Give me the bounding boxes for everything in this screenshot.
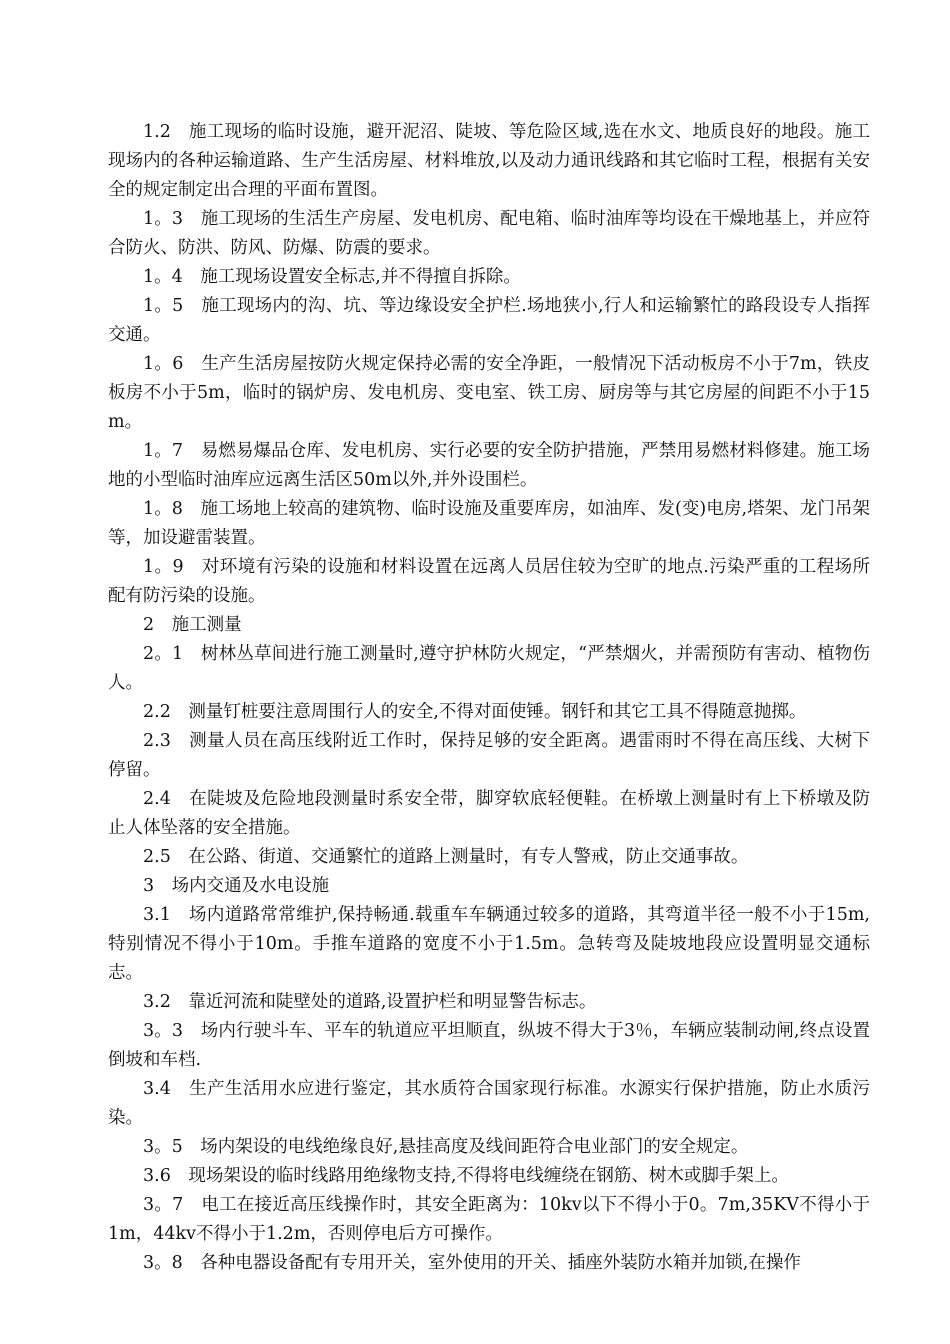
paragraph-3-8: 3。8 各种电器设备配有专用开关，室外使用的开关、插座外装防水箱并加锁,在操作 [143, 1253, 801, 1273]
paragraph-2-1: 2。1 树林丛草间进行施工测量时,遵守护林防火规定，“严禁烟火，并需预防有害动、植物伤人。 [108, 644, 870, 693]
paragraph-3-7: 3。7 电工在接近高压线操作时，其安全距离为：10kv以下不得小于0。7m,35KV不得小于1m，44kv不得小于1.2m，否则停电后方可操作。 [108, 1195, 870, 1244]
document-body [108, 118, 870, 1278]
paragraph-3-6: 3.6 现场架设的临时线路用绝缘物支持,不得将电线缠绕在钢筋、树木或脚手架上。 [143, 1166, 789, 1186]
paragraph-2-2: 2.2 测量钉桩要注意周围行人的安全,不得对面使锤。钢钎和其它工具不得随意抛掷。 [143, 702, 807, 722]
paragraph-1-2: 1.2 施工现场的临时设施，避开泥沼、陡坡、等危险区域,选在水文、地质良好的地段。施工现场内的各种运输道路、生产生活房屋、材料堆放,以及动力通讯线路和其它临时工程，根据有关安全的规定制定出合理的平面布置图。 [108, 122, 870, 200]
paragraph-2-4: 2.4 在陡坡及危险地段测量时系安全带，脚穿软底轻便鞋。在桥墩上测量时有上下桥墩及防止人体坠落的安全措施。 [108, 789, 870, 838]
paragraph-3-1: 3.1 场内道路常常维护,保持畅通.载重车车辆通过较多的道路，其弯道半径一般不小于15m,特别情况不得小于10m。手推车道路的宽度不小于1.5m。急转弯及陡坡地段应设置明显交通标志。 [108, 905, 870, 983]
paragraph-2-3: 2.3 测量人员在高压线附近工作时，保持足够的安全距离。遇雷雨时不得在高压线、大树下停留。 [108, 731, 870, 780]
section-heading-2: 2 施工测量 [143, 615, 242, 635]
paragraph-3-5: 3。5 场内架设的电线绝缘良好,悬挂高度及线间距符合电业部门的安全规定。 [143, 1137, 749, 1157]
paragraph-1-7: 1。7 易燃易爆品仓库、发电机房、实行必要的安全防护措施，严禁用易燃材料修建。施工场地的小型临时油库应远离生活区50m以外,并外设围栏。 [108, 441, 870, 490]
paragraph-3-4: 3.4 生产生活用水应进行鉴定，其水质符合国家现行标准。水源实行保护措施，防止水质污染。 [108, 1079, 870, 1128]
paragraph-1-6: 1。6 生产生活房屋按防火规定保持必需的安全净距，一般情况下活动板房不小于7m，铁皮板房不小于5m，临时的锅炉房、发电机房、变电室、铁工房、厨房等与其它房屋的间距不小于15m。 [108, 354, 870, 432]
paragraph-3-2: 3.2 靠近河流和陡壁处的道路,设置护栏和明显警告标志。 [143, 992, 597, 1012]
paragraph-3-3: 3。3 场内行驶斗车、平车的轨道应平坦顺直，纵坡不得大于3％，车辆应装制动闸,终点设置倒坡和车档. [108, 1021, 870, 1070]
section-heading-3: 3 场内交通及水电设施 [143, 876, 330, 896]
paragraph-1-8: 1。8 施工场地上较高的建筑物、临时设施及重要库房，如油库、发(变)电房,塔架、龙门吊架等，加设避雷装置。 [108, 499, 870, 548]
paragraph-2-5: 2.5 在公路、街道、交通繁忙的道路上测量时，有专人警戒，防止交通事故。 [143, 847, 749, 867]
paragraph-1-3: 1。3 施工现场的生活生产房屋、发电机房、配电箱、临时油库等均设在干燥地基上，并应符合防火、防洪、防风、防爆、防震的要求。 [108, 209, 870, 258]
paragraph-1-4: 1。4 施工现场设置安全标志,并不得擅自拆除。 [143, 267, 521, 287]
paragraph-1-9: 1。9 对环境有污染的设施和材料设置在远离人员居住较为空旷的地点.污染严重的工程场所配有防污染的设施。 [108, 557, 870, 606]
paragraph-1-5: 1。5 施工现场内的沟、坑、等边缘设安全护栏.场地狭小,行人和运输繁忙的路段设专人指挥交通。 [108, 296, 870, 345]
